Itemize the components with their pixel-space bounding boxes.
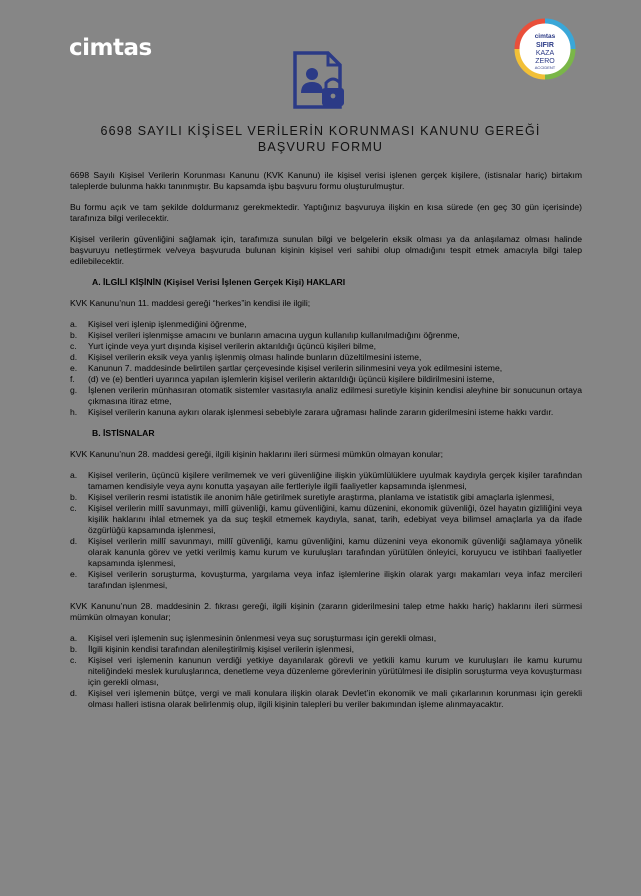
form-title-line1: 6698 SAYILI KİŞİSEL VERİLERİN KORUNMASI KANUNU GEREĞİ	[100, 124, 541, 138]
badge-line4: ACCIDENT	[534, 65, 556, 70]
intro-paragraph-1: 6698 Sayılı Kişisel Verilerin Korunması Kanunu (KVK Kanunu) ile kişisel verisi işlenen gerçek kişilere, (istisnalar hariç) birtakım taleplerde bulunma hakkı tanınmıştır. Bu kapsamda işbu başvuru formu oluşturulmuştur.	[70, 170, 582, 191]
list-item: a. Kişisel verilerin, üçüncü kişilere verilmemek ve veri güvenliğine ilişkin yükümlülüklere uyulmak kaydıyla gerçek kişiler tarafından tamamen kendisiyle veya aynı konutta yaşayan aile fertleriyle ilgili faaliyetler kapsamında işlenmesi,	[70, 470, 582, 491]
list-item: a. Kişisel veri işlemenin suç işlenmesinin önlenmesi veya suç soruşturması için gerekli olması,	[70, 633, 437, 643]
section-a-list	[70, 319, 582, 418]
brand-logo: cimtas	[69, 35, 152, 61]
form-title	[0, 123, 641, 155]
section-b-lead: KVK Kanunu’nun 28. maddesi gereği, ilgili kişinin haklarını ileri sürmesi mümkün olmayan konular;	[70, 449, 444, 459]
list-item: h. Kişisel verilerin kanuna aykırı olarak işlenmesi sebebiyle zarara uğraması halinde zararın giderilmesini isteme hakkı vardır.	[70, 407, 554, 417]
list-item: d. Kişisel verilerin millî savunmayı, millî güvenliği, kamu güvenliğini, kamu düzenini veya ekonomik güvenliği sağlamaya yönelik olarak kanunla görev ve yetki verilmiş kamu kurum ve kuruluşları tarafından yürütülen önleyici, koruyucu ve istihbari faaliyetler kapsamında işlenmesi,	[70, 536, 582, 568]
list-item: e. Kanunun 7. maddesinde belirtilen şartlar çerçevesinde kişisel verilerin silinmesini veya yok edilmesini isteme,	[70, 363, 503, 373]
zero-accident-badge	[514, 18, 576, 80]
list-item: c. Kişisel veri işlemenin kanunun verdiği yetkiye dayanılarak görevli ve yetkili kamu kurum ve kuruluşları ile kamu kurumu niteliğindeki meslek kuruluşlarınca, denetleme veya düzenleme görevlerinin yürütülmesi ile disiplin soruşturma veya kovuşturması için gerekli olması,	[70, 655, 582, 687]
document-body	[70, 170, 582, 720]
list-item: f. (d) ve (e) bentleri uyarınca yapılan işlemlerin kişisel verilerin aktarıldığı üçüncü kişilere bildirilmesini isteme,	[70, 374, 495, 384]
list-item: e. Kişisel verilerin soruşturma, kovuşturma, yargılama veya infaz işlemlerine ilişkin olarak yargı makamları veya infaz mercileri tarafından işlenmesi,	[70, 569, 582, 590]
section-b-heading: B. İSTİSNALAR	[92, 428, 155, 438]
list-item: a. Kişisel veri işlenip işlenmediğini öğrenme,	[70, 319, 247, 329]
badge-line1: SIFIR	[536, 42, 554, 49]
list-item: d. Kişisel veri işlemenin bütçe, vergi ve mali konulara ilişkin olarak Devlet’in ekonomik ve mali çıkarlarının korunması için gerekli olması halleri istisna olarak belirlenmiş olup, ilgili kişinin talepleri bu veriler bakımından işleme alınmayacaktır.	[70, 688, 582, 709]
list-item: b. İlgili kişinin kendisi tarafından alenileştirilmiş kişisel verilerin işlenmesi,	[70, 644, 355, 654]
list-item: c. Yurt içinde veya yurt dışında kişisel verilerin aktarıldığı üçüncü kişileri bilme,	[70, 341, 377, 351]
list-item: b. Kişisel verileri işlenmişse amacını ve bunların amacına uygun kullanılıp kullanılmadığını öğrenme,	[70, 330, 460, 340]
list-item: c. Kişisel verilerin millî savunmayı, millî güvenliği, kamu güvenliğini, kamu düzenini, ekonomik güvenliği, özel hayatın gizliliğini veya kişilik haklarını ihlal etmemek ya da suç teşkil etmemek kaydıyla, sanat, tarih, edebiyat veya bilimsel amaçlarla ya da ifade özgürlüğü kapsamında işlenmesi,	[70, 503, 582, 535]
section-b-lead-2: KVK Kanunu’nun 28. maddesinin 2. fıkrası gereği, ilgili kişinin (zararın giderilmesini talep etme hakkı hariç) haklarını ileri sürmesi mümkün olmayan konular;	[70, 601, 582, 622]
section-b-list-2	[70, 633, 582, 710]
badge-line3: ZERO	[535, 58, 555, 65]
document-lock-icon	[292, 50, 352, 110]
section-a-heading: A. İLGİLİ KİŞİNİN (Kişisel Verisi İşlenen Gerçek Kişi) HAKLARI	[92, 277, 346, 287]
badge-line2: KAZA	[535, 50, 555, 57]
intro-paragraph-2: Bu formu açık ve tam şekilde doldurmanız gerekmektedir. Yaptığınız başvuruya ilişkin en kısa sürede (en geç 30 gün içerisinde) tarafınıza bilgi verilecektir.	[70, 202, 582, 223]
section-b-list	[70, 470, 582, 591]
section-a-lead: KVK Kanunu’nun 11. maddesi gereği “herkes”in kendisi ile ilgili;	[70, 298, 311, 308]
list-item: d. Kişisel verilerin eksik veya yanlış işlenmiş olması halinde bunların düzeltilmesini isteme,	[70, 352, 422, 362]
list-item: b. Kişisel verilerin resmi istatistik ile anonim hâle getirilmek suretiyle araştırma, planlama ve istatistik gibi amaçlarla işlenmesi,	[70, 492, 555, 502]
form-title-line2: BAŞVURU FORMU	[257, 140, 384, 154]
intro-paragraph-3: Kişisel verilerin güvenliğini sağlamak için, tarafımıza sunulan bilgi ve belgelerin eksik olması ya da anlaşılamaz olması halinde başvuruyu netleştirmek ve/veya başvuruda bulunan kişinin kişisel veri sahibi olup olmadığını tespit etmek amacıyla bilgi talep edilebilecektir.	[70, 234, 582, 266]
badge-brand: cimtas	[534, 33, 556, 40]
list-item: g. İşlenen verilerin münhasıran otomatik sistemler vasıtasıyla analiz edilmesi suretiyle kişinin kendisi aleyhine bir sonucunun ortaya çıkmasına itiraz etme,	[70, 385, 582, 406]
